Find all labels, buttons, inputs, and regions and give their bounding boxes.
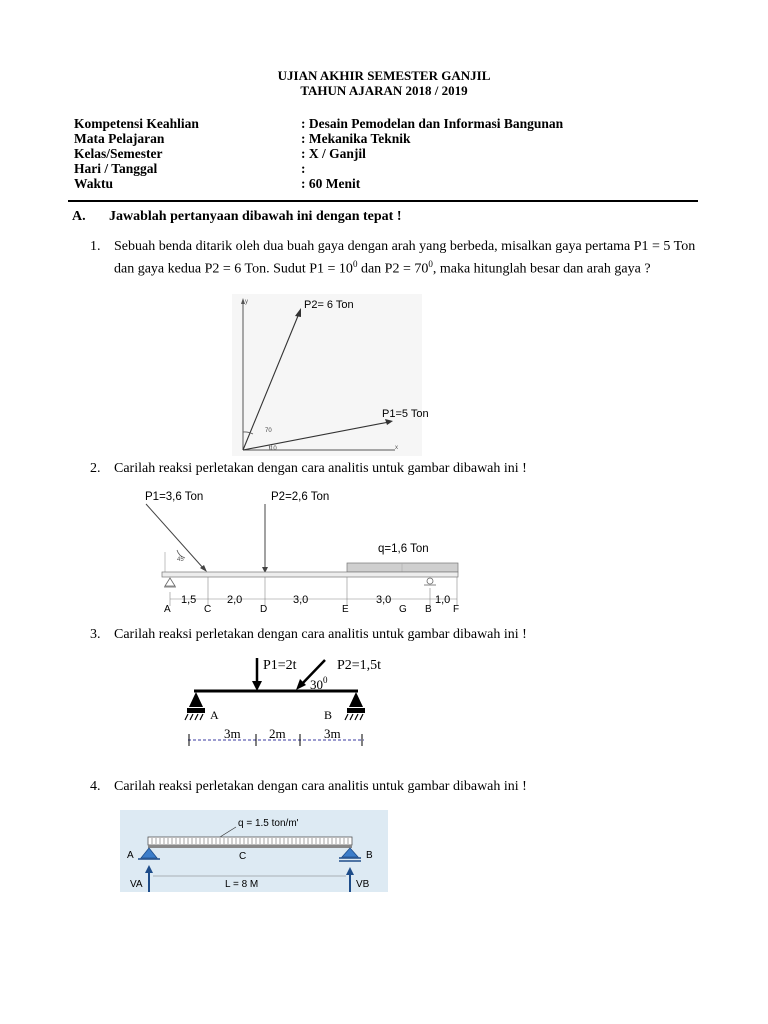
point-a-label: A [127,850,134,861]
dim-3: 3m [324,726,341,741]
support-a-icon [189,692,203,707]
angle-70-label: 70 [265,428,272,434]
angle-value: 30 [310,677,323,692]
info-value: : X / Ganjil [301,146,366,161]
p2-label: P2=2,6 Ton [271,491,330,503]
section-instruction: Jawablah pertanyaan dibawah ini dengan tepat ! [109,209,402,224]
angle-10-label: 10 [270,446,277,452]
hatch-line [195,714,198,720]
question-1 [90,238,710,292]
question-number: 3. [90,627,101,642]
exam-header [0,68,768,98]
dim-d-e: 3,0 [293,594,309,606]
p2-label: P2= 6 Ton [304,299,354,311]
p1-label: P1=2t [263,658,297,673]
hatch-line [350,714,353,720]
point-g: G [399,604,407,615]
p2-label: P2=1,5t [337,658,382,673]
question-text: Carilah reaksi perletakan dengan cara analitis untuk gambar dibawah ini ! [114,779,527,794]
hatch-line [345,714,348,720]
info-label: Kompetensi Keahlian [74,116,199,131]
exam-subtitle: TAHUN AJARAN 2018 / 2019 [300,83,468,98]
dimension-ticks [170,577,457,606]
dim-e-g: 3,0 [376,594,392,606]
dim-2: 2m [269,726,286,741]
p1-force-line [146,504,204,569]
question-text [114,238,704,278]
figure-q1-force-vectors [232,294,429,456]
point-e: E [342,604,349,615]
support-b-roller-icon [427,578,433,584]
support-b-label: B [324,708,333,722]
p1-label: P1=3,6 Ton [145,491,204,503]
info-value: : 60 Menit [301,176,361,191]
point-b: B [425,604,432,615]
point-d: D [260,604,268,615]
figure-q2-beam [140,484,470,616]
figure-q3-beam [176,652,382,748]
distributed-load-block [148,837,352,845]
support-b-icon [349,692,363,707]
info-label: Mata Pelajaran [74,131,165,146]
figure-background [232,294,422,456]
question-2 [90,460,710,478]
question-4 [90,778,710,796]
question-text-part: , maka hitunglah besar dan arah gaya ? [432,261,651,277]
q-label: q=1,6 Ton [378,543,429,555]
dim-c-d: 2,0 [227,594,243,606]
degree-sup: 0 [428,258,433,269]
exam-title: UJIAN AKHIR SEMESTER GANJIL [277,68,491,83]
q-label: q = 1.5 ton/m' [238,818,299,829]
dim-1: 3m [224,726,241,741]
point-f: F [453,604,460,615]
dim-a-c: 1,5 [181,594,197,606]
degree-sup: 0 [352,258,358,269]
support-a-label: A [210,708,219,722]
info-label: Hari / Tanggal [74,161,158,176]
span-label: L = 8 M [225,879,259,890]
info-value: : Mekanika Teknik [301,131,411,146]
beam [162,572,458,577]
beam [148,845,352,848]
question-text: Carilah reaksi perletakan dengan cara analitis untuk gambar dibawah ini ! [114,461,527,476]
angle-degree-sup: 0 [323,675,328,685]
hatch-line [355,714,358,720]
va-label: VA [130,879,143,890]
figure-q4-beam [120,810,388,892]
hatch-line [185,714,188,720]
question-text-part: dan P2 = 70 [357,261,429,277]
point-a: A [164,604,171,615]
support-a-hatch [185,714,203,720]
support-b-base [347,708,365,713]
hatch-line [200,714,203,720]
point-c-label: C [239,851,247,862]
support-a-base [187,708,205,713]
question-text: Carilah reaksi perletakan dengan cara analitis untuk gambar dibawah ini ! [114,627,527,642]
y-axis-label: y [245,299,248,305]
p1-label: P1=5 Ton [382,408,429,420]
question-number: 4. [90,779,101,794]
point-c: C [204,604,212,615]
dim-b-f: 1,0 [435,594,451,606]
hatch-line [360,714,363,720]
question-number: 1. [90,239,101,254]
x-axis-label: x [395,445,398,451]
info-label: Waktu [74,176,114,191]
info-value: : Desain Pemodelan dan Informasi Bangunan [301,116,564,131]
info-label: Kelas/Semester [74,146,163,161]
vb-label: VB [356,879,370,890]
section-number: A. [72,209,86,224]
question-3 [90,626,710,644]
hatch-line [190,714,193,720]
header-divider [68,200,698,202]
info-value: : [301,161,306,176]
distributed-load-block [347,563,458,572]
question-text-part: Sebuah benda ditarik oleh dua buah gaya dengan arah yang berbeda, misalkan gaya pertama P1 = 5 Ton dan gaya kedua P2 = 6 Ton. Sudut P1 = 10 [114,239,696,277]
point-b-label: B [366,850,373,861]
support-a-icon [165,578,175,586]
support-b-hatch [345,714,363,720]
angle-label: 45 [177,557,184,563]
angle-label [310,675,328,692]
question-number: 2. [90,461,101,476]
